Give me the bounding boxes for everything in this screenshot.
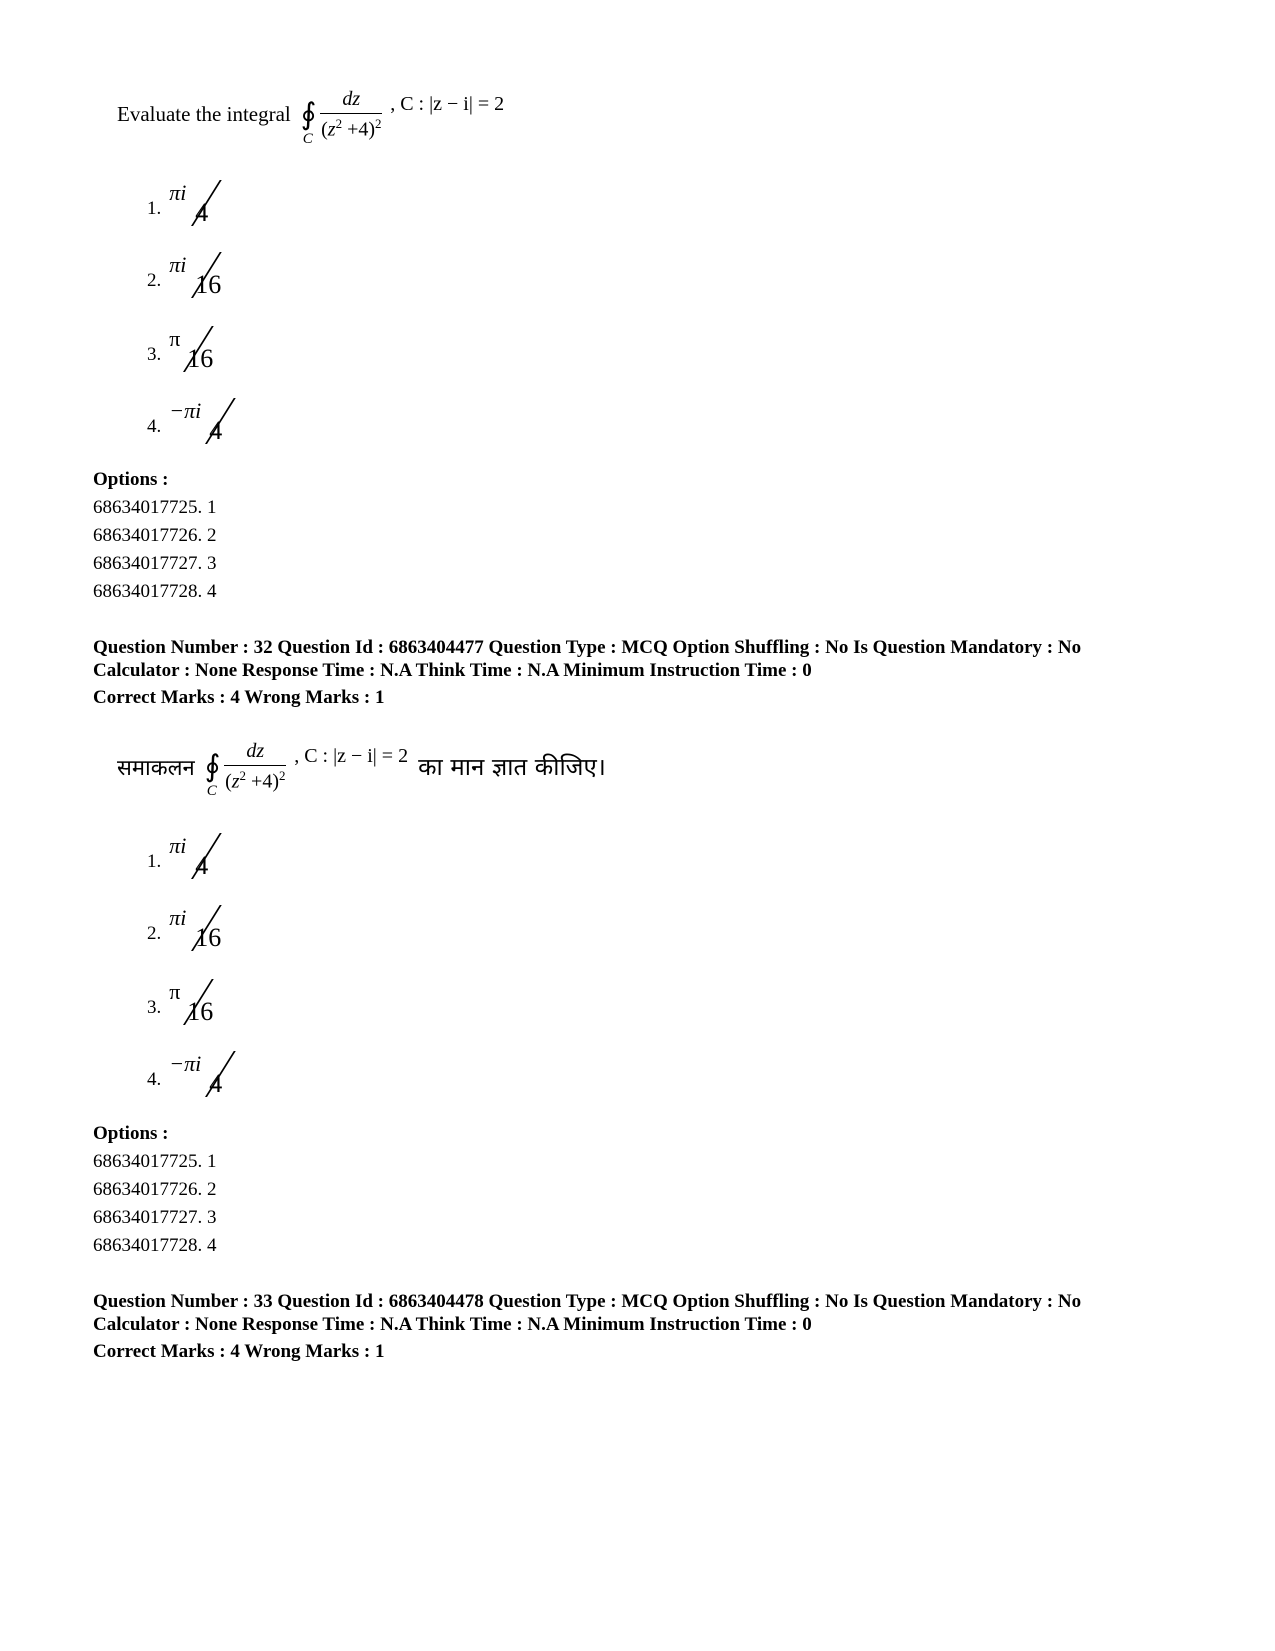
q31-choice-1: 1. πi 4 bbox=[147, 180, 229, 226]
question-31-intro: Evaluate the integral bbox=[117, 102, 291, 127]
question-32-intro: समाकलन bbox=[117, 755, 195, 781]
option-row: 68634017725. 1 bbox=[93, 1151, 217, 1172]
question-32-tail: का मान ज्ञात कीजिए। bbox=[418, 753, 606, 782]
q32-choice-3: 3. π 16 bbox=[147, 979, 214, 1026]
integrand-fraction: $\frac{dz}{(z^2 +4)^2}$ bbox=[321, 88, 382, 141]
question-meta-line: Question Number : 32 Question Id : 6863404477 Question Type : MCQ Option Shuffling : No Is Question Mandatory : No bbox=[93, 637, 1082, 658]
q32-choice-2: 2. πi 16 bbox=[147, 905, 222, 952]
q31-options bbox=[93, 466, 217, 606]
contour-integral-symbol: ∮ C bbox=[204, 750, 221, 800]
marks-line: Correct Marks : 4 Wrong Marks : 1 bbox=[93, 687, 385, 708]
q31-choice-3: 3. π 16 bbox=[147, 326, 214, 373]
question-meta-line: Calculator : None Response Time : N.A Think Time : N.A Minimum Instruction Time : 0 bbox=[93, 660, 812, 681]
q32-options bbox=[93, 1120, 217, 1260]
option-row: 68634017727. 3 bbox=[93, 553, 217, 574]
q32-choice-1: 1. πi 4 bbox=[147, 833, 229, 879]
option-row: 68634017726. 2 bbox=[93, 525, 217, 546]
contour-integral-symbol: ∮ C bbox=[300, 98, 317, 148]
option-row: 68634017725. 1 bbox=[93, 497, 217, 518]
integral-expression bbox=[300, 88, 505, 148]
options-label: Options : bbox=[93, 469, 169, 490]
contour-definition: , C : |z − i| = 2 bbox=[390, 93, 505, 116]
option-row: 68634017728. 4 bbox=[93, 581, 217, 602]
question-31-stem bbox=[117, 88, 505, 148]
option-row: 68634017727. 3 bbox=[93, 1207, 217, 1228]
option-row: 68634017728. 4 bbox=[93, 1235, 217, 1256]
q31-choice-4: 4. −πi 4 bbox=[147, 398, 239, 444]
marks-line: Correct Marks : 4 Wrong Marks : 1 bbox=[93, 1341, 385, 1362]
q31-choice-2: 2. πi 16 bbox=[147, 252, 222, 299]
q33-meta bbox=[93, 1290, 1081, 1363]
q32-meta bbox=[93, 636, 1081, 709]
q32-choice-4: 4. −πi 4 bbox=[147, 1051, 239, 1097]
integral-expression bbox=[204, 740, 409, 800]
options-label: Options : bbox=[93, 1123, 169, 1144]
contour-definition: , C : |z − i| = 2 bbox=[294, 745, 409, 768]
question-meta-line: Calculator : None Response Time : N.A Think Time : N.A Minimum Instruction Time : 0 bbox=[93, 1314, 812, 1335]
question-32-stem bbox=[117, 740, 606, 800]
integrand-fraction: $\frac{dz}{(z^2 +4)^2}$ bbox=[225, 740, 286, 793]
question-meta-line: Question Number : 33 Question Id : 6863404478 Question Type : MCQ Option Shuffling : No Is Question Mandatory : No bbox=[93, 1291, 1082, 1312]
option-row: 68634017726. 2 bbox=[93, 1179, 217, 1200]
